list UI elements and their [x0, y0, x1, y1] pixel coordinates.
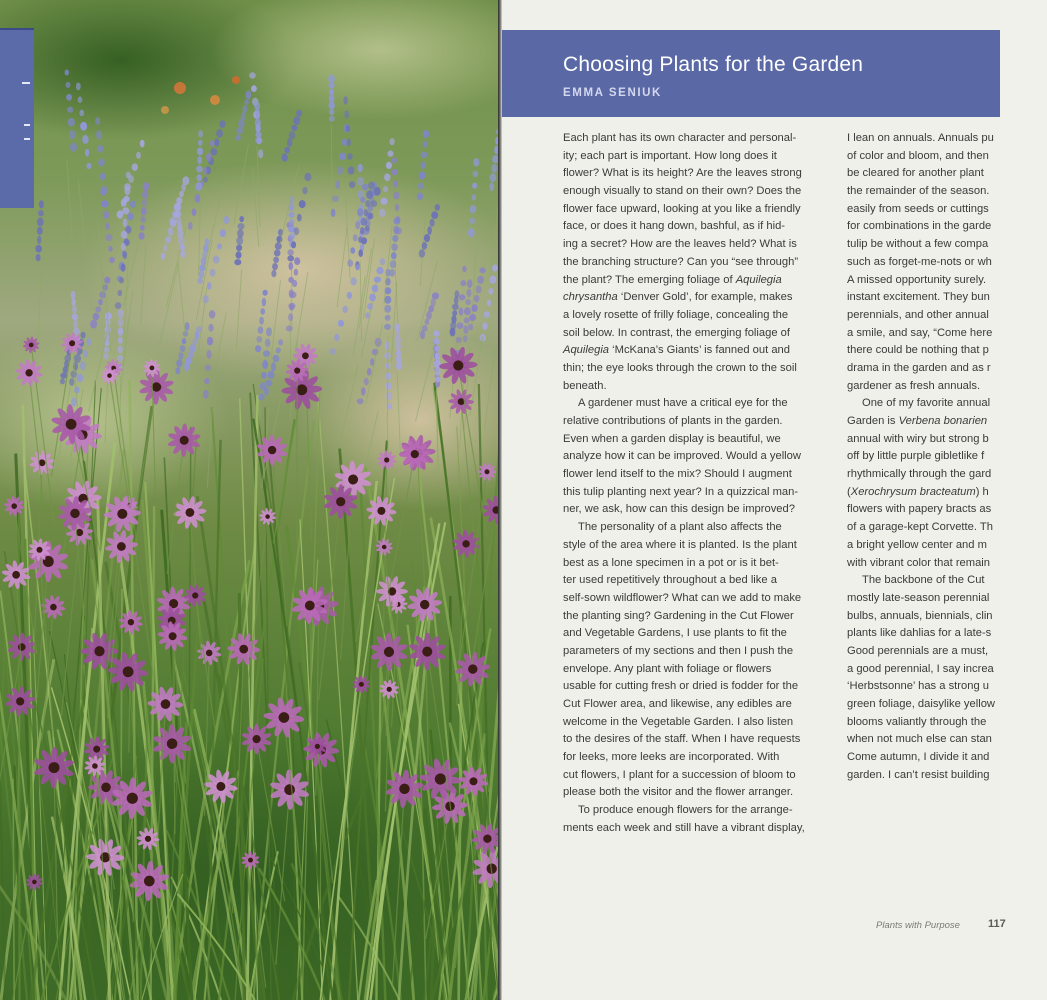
text-line: with vibrant color that remain — [847, 556, 991, 569]
text-line: style of the area where it is planted. Is the plant — [563, 538, 797, 551]
text-line: garden. I can’t resist building — [847, 768, 990, 781]
text-line: for leeks, more leeks are incorporated. With — [563, 751, 780, 764]
text-line: thin; the eye looks through the crown to the soil — [563, 361, 797, 374]
text-line: the branching structure? Can you “see through” — [563, 255, 799, 268]
text-line: envelope. Any plant with foliage or flowers — [563, 662, 772, 675]
text-line: please both the visitor and the flower arranger. — [563, 786, 794, 799]
text-line: ity; each part is important. How long does it — [563, 149, 777, 162]
text-line: ner, we ask, how can this design be improved? — [563, 503, 795, 516]
text-line: (Xerochrysum bracteatum) h — [847, 485, 989, 498]
text-line: relative contributions of plants in the garden. — [563, 415, 783, 427]
text-line: face, or does it hang down, bashful, as if hid- — [563, 220, 786, 233]
text-line: plants like dahlias for a late-s — [847, 627, 992, 640]
text-line: of a garage-kept Corvette. Th — [847, 521, 993, 534]
text-line: flower face upward, looking at you like a friendly — [563, 202, 801, 215]
text-line: flower? What is its height? Are the leaves strong — [563, 167, 802, 180]
text-line: enough visually to stand on their own? Does the — [563, 185, 802, 198]
text-line: tulip be without a few compa — [847, 238, 989, 251]
text-line: soil below. In contrast, the emerging foliage of — [563, 326, 790, 339]
page-title: Choosing Plants for the Garden — [563, 53, 864, 76]
text-line: a bright yellow center and m — [847, 538, 987, 551]
text-line: I lean on annuals. Annuals pu — [847, 132, 994, 144]
text-line: usable for cutting fresh or dried is fodder for the — [563, 680, 799, 693]
text-line: self-sown wildflower? What can we add to make — [563, 591, 802, 604]
page-number: 117 — [988, 918, 1006, 930]
text-line: ‘Herbstsonne’ has a strong u — [847, 680, 989, 693]
text-line: flower lend itself to the mix? Should I augment — [563, 468, 792, 481]
text-line: off by little purple gibletlike f — [847, 450, 985, 463]
text-line: drama in the garden and as r — [847, 361, 991, 374]
text-line: parameters of my sections and then I push the — [563, 644, 794, 657]
title-band — [502, 30, 1000, 117]
text-line: A gardener must have a critical eye for the — [578, 397, 788, 410]
running-head: Plants with Purpose — [876, 920, 960, 931]
text-line: mostly late-season perennial — [847, 591, 990, 604]
text-line: and Vegetable Gardens, I use plants to fit the — [563, 627, 787, 640]
text-line: such as forget-me-nots or wh — [847, 255, 992, 268]
text-line: Garden is Verbena bonarien — [847, 415, 988, 427]
text-line: Good perennials are a must, — [847, 644, 989, 657]
text-line: flowers with papery bracts as — [847, 503, 992, 516]
text-line: this tulip planting next year? In a quizzical man- — [563, 485, 799, 498]
text-line: To produce enough flowers for the arrange- — [578, 804, 793, 817]
garden-photo — [0, 0, 500, 1000]
text-line: A missed opportunity surely. — [847, 273, 987, 286]
text-line: blooms valiantly through the — [847, 715, 987, 728]
text-line: ing a secret? How are the leaves held? What is — [563, 238, 797, 251]
text-line: ter used repetitively throughout a bed like a — [563, 574, 777, 587]
text-line: perennials, and other annual — [847, 308, 989, 321]
text-line: Cut Flower area, and likewise, any edibles are — [563, 698, 792, 710]
text-line: Aquilegia ‘McKana’s Giants’ is fanned out and — [563, 344, 791, 357]
text-line: a good perennial, I say increa — [847, 662, 994, 675]
text-line: ments each week and still have a vibrant display, — [563, 821, 805, 834]
text-line: best as a lone specimen in a pot or is it bet- — [563, 556, 779, 569]
author-byline: EMMA SENIUK — [563, 87, 662, 99]
text-line: to the desires of the staff. When I have requests — [563, 733, 801, 746]
text-line: instant excitement. They bun — [847, 291, 990, 304]
text-line: Even when a garden display is beautiful, we — [563, 432, 781, 445]
text-line: welcome in the Vegetable Garden. I also listen — [563, 715, 794, 728]
text-line: be cleared for another plant — [847, 167, 984, 180]
text-line: analyze how it can be improved. Would a yellow — [563, 450, 801, 463]
text-line: The personality of a plant also affects the — [578, 521, 782, 534]
text-line: when not much else can stan — [847, 733, 992, 746]
text-line: bulbs, annuals, biennials, clin — [847, 609, 993, 622]
photo-caption-box — [0, 28, 34, 208]
text-line: One of my favorite annual — [862, 397, 991, 410]
text-line: for combinations in the garde — [847, 220, 992, 233]
text-line: cut flowers, I plant for a succession of bloom to — [563, 768, 796, 781]
text-line: annual with wiry but strong b — [847, 432, 989, 445]
text-line: the planting sing? Gardening in the Cut Flower — [563, 609, 794, 622]
text-page — [502, 0, 1006, 1000]
text-line: the remainder of the season. — [847, 185, 990, 198]
text-line: green foliage, daisylike yellow — [847, 698, 996, 710]
text-column-1 — [563, 130, 826, 838]
text-line: rhythmically through the gard — [847, 468, 992, 481]
text-line: easily from seeds or cuttings — [847, 202, 989, 215]
text-line: chrysantha ‘Denver Gold’, for example, makes — [563, 291, 793, 304]
text-line: of color and bloom, and then — [847, 149, 989, 162]
text-line: there could be nothing that p — [847, 344, 989, 357]
text-line: a lovely rosette of frilly foliage, concealing the — [563, 308, 789, 321]
text-line: Come autumn, I divide it and — [847, 751, 990, 764]
text-line: The backbone of the Cut — [862, 574, 985, 587]
flower-illustration — [0, 0, 500, 1000]
text-line: Each plant has its own character and personal- — [563, 132, 797, 144]
text-line: beneath. — [563, 379, 607, 392]
text-line: a smile, and say, “Come here — [847, 326, 993, 339]
text-line: the plant? The emerging foliage of Aquilegia — [563, 273, 782, 286]
text-column-2 — [847, 130, 1047, 784]
text-line: gardener as fresh annuals. — [847, 379, 981, 392]
